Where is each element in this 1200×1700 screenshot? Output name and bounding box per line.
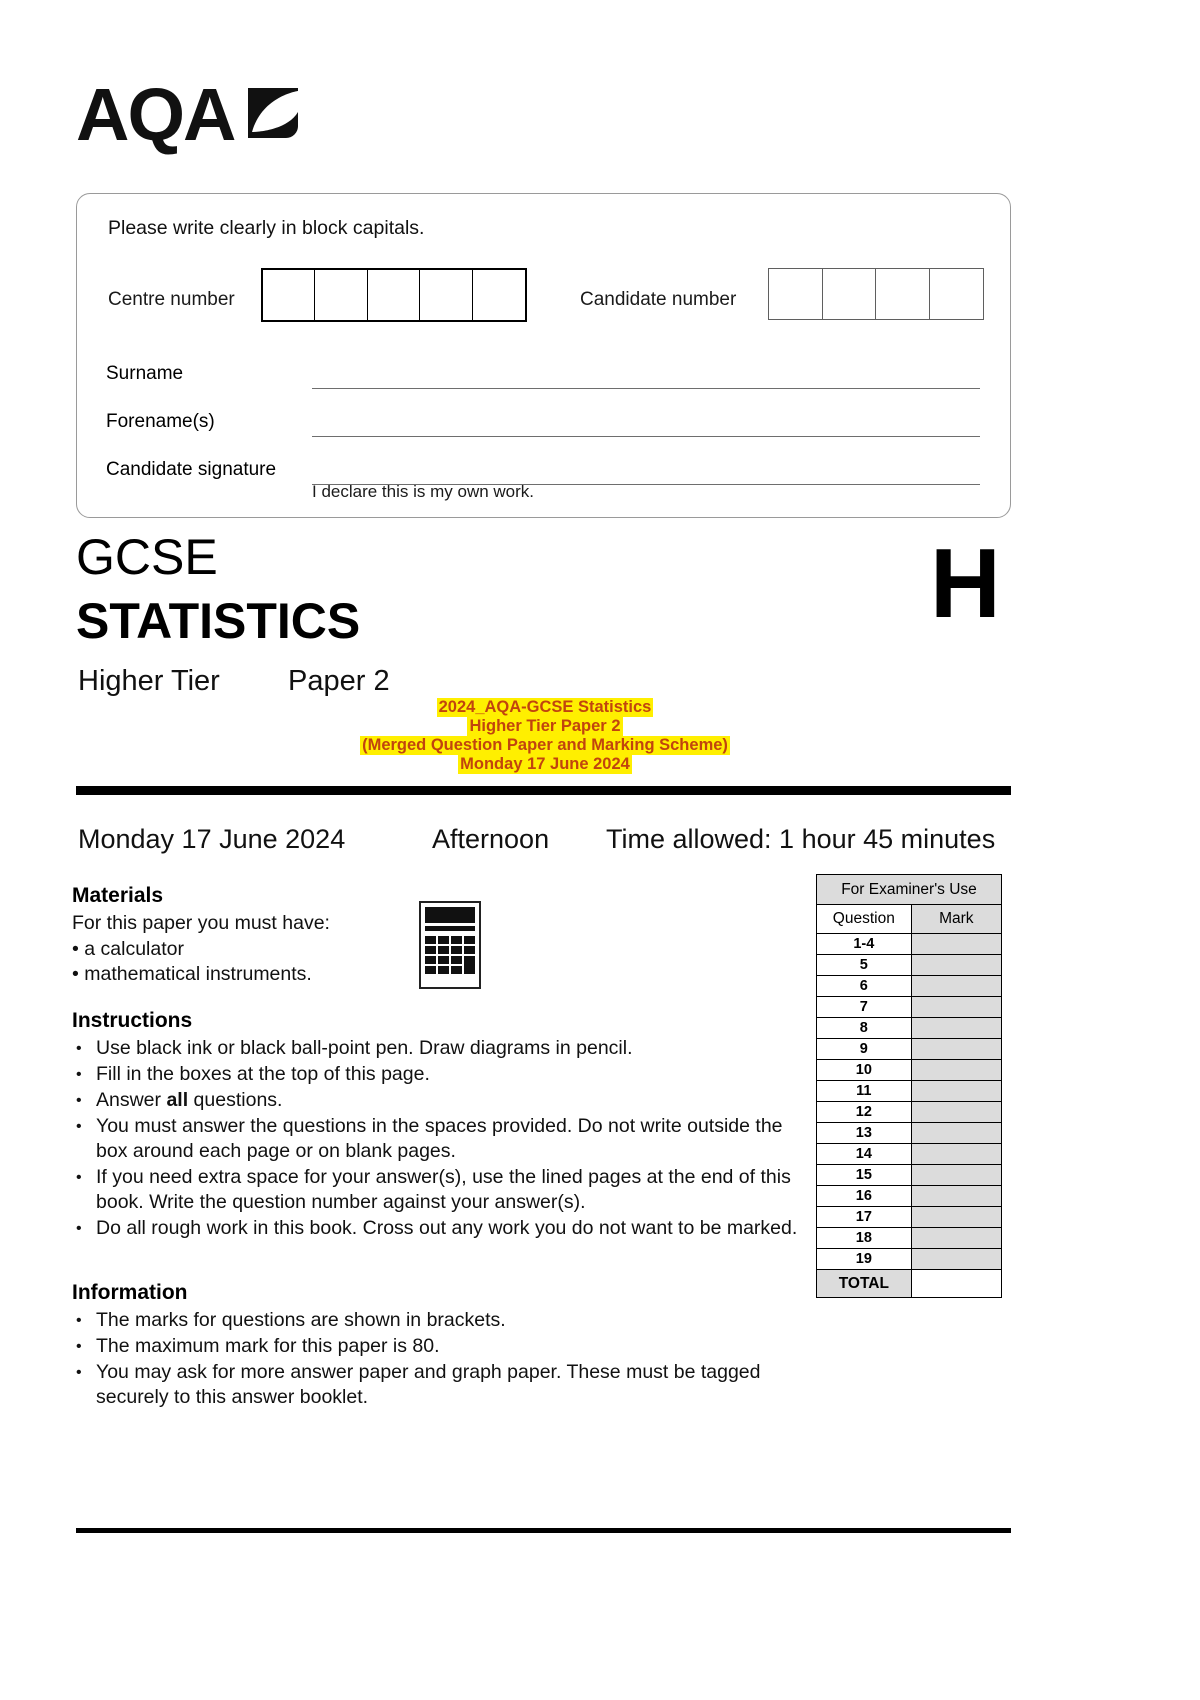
materials-heading: Materials <box>72 884 164 907</box>
candidate-signature-label: Candidate signature <box>106 459 277 480</box>
question-number: 10 <box>817 1060 912 1081</box>
mark-cell[interactable] <box>911 1081 1001 1102</box>
instructions-list <box>72 1036 812 1242</box>
column-header-question: Question <box>817 905 912 934</box>
instruction-item <box>72 1114 812 1164</box>
instruction-item <box>72 1062 812 1087</box>
tier-letter-badge: H <box>930 528 1001 638</box>
materials-item: • a calculator <box>72 938 184 960</box>
question-number: 8 <box>817 1018 912 1039</box>
exam-session: Afternoon <box>432 824 550 854</box>
mark-cell[interactable] <box>911 1207 1001 1228</box>
paper-label: Paper 2 <box>288 665 390 697</box>
centre-number-cell[interactable] <box>315 270 367 320</box>
question-number: 19 <box>817 1249 912 1270</box>
mark-cell[interactable] <box>911 1249 1001 1270</box>
question-number: 9 <box>817 1039 912 1060</box>
header-divider <box>76 786 1011 795</box>
exam-time-allowed: Time allowed: 1 hour 45 minutes <box>606 824 996 854</box>
aqa-logo <box>76 73 304 156</box>
information-text: The maximum mark for this paper is 80. <box>96 1335 440 1357</box>
instructions-heading: Instructions <box>72 1009 193 1032</box>
mark-cell[interactable] <box>911 1060 1001 1081</box>
candidate-number-cell[interactable] <box>876 269 930 319</box>
annotation-line-3: (Merged Question Paper and Marking Scheme) <box>362 736 728 754</box>
question-number: 1-4 <box>817 934 912 955</box>
mark-cell[interactable] <box>911 997 1001 1018</box>
question-number: 12 <box>817 1102 912 1123</box>
table-row <box>817 1144 1002 1165</box>
instruction-item <box>72 1216 812 1241</box>
table-row <box>817 1102 1002 1123</box>
information-text: The marks for questions are shown in brackets. <box>96 1309 506 1331</box>
instruction-text: Fill in the boxes at the top of this page. <box>96 1063 430 1085</box>
surname-field[interactable] <box>312 388 980 389</box>
information-list <box>72 1308 812 1411</box>
examiner-use-table <box>816 874 1002 1298</box>
surname-label: Surname <box>106 363 184 384</box>
centre-number-cell[interactable] <box>473 270 525 320</box>
examiner-table-header-row <box>817 905 1002 934</box>
exam-date: Monday 17 June 2024 <box>78 824 346 854</box>
calculator-icon <box>419 901 481 989</box>
candidate-number-input[interactable] <box>768 268 984 320</box>
block-capitals-instruction: Please write clearly in block capitals. <box>108 217 425 239</box>
question-number: 11 <box>817 1081 912 1102</box>
instruction-item <box>72 1165 812 1215</box>
subject-title: STATISTICS <box>76 593 361 649</box>
question-number: 14 <box>817 1144 912 1165</box>
materials-item-label: mathematical instruments. <box>84 963 312 985</box>
table-row <box>817 1039 1002 1060</box>
annotation-line-4: Monday 17 June 2024 <box>460 755 630 773</box>
table-row <box>817 1165 1002 1186</box>
question-number: 6 <box>817 976 912 997</box>
instruction-item <box>72 1036 812 1061</box>
declaration-text: I declare this is my own work. <box>312 482 535 501</box>
column-header-mark: Mark <box>911 905 1001 934</box>
mark-cell[interactable] <box>911 1144 1001 1165</box>
mark-cell[interactable] <box>911 1102 1001 1123</box>
instruction-item <box>72 1088 812 1113</box>
annotation-line-1: 2024_AQA-GCSE Statistics <box>438 698 652 716</box>
mark-cell[interactable] <box>911 1018 1001 1039</box>
tier-label: Higher Tier <box>78 665 220 697</box>
question-number: 5 <box>817 955 912 976</box>
highlighted-annotation <box>320 698 770 774</box>
candidate-number-cell[interactable] <box>930 269 984 319</box>
table-row <box>817 1123 1002 1144</box>
table-row <box>817 1060 1002 1081</box>
centre-number-cell[interactable] <box>420 270 472 320</box>
instruction-text: If you need extra space for your answer(s), use the lined pages at the end of this book. Write the question number against your answer(s). <box>96 1166 791 1213</box>
forenames-label: Forename(s) <box>106 411 215 432</box>
instruction-text: You must answer the questions in the spaces provided. Do not write outside the box around each page or on blank pages. <box>96 1115 783 1162</box>
mark-cell[interactable] <box>911 1165 1001 1186</box>
question-number: 16 <box>817 1186 912 1207</box>
mark-cell[interactable] <box>911 955 1001 976</box>
examiner-table-title: For Examiner's Use <box>817 875 1002 905</box>
materials-item: • mathematical instruments. <box>72 963 312 985</box>
examiner-table-total-row <box>817 1270 1002 1298</box>
table-row <box>817 976 1002 997</box>
table-row <box>817 955 1002 976</box>
total-mark-cell[interactable] <box>911 1270 1001 1298</box>
question-number: 17 <box>817 1207 912 1228</box>
materials-intro: For this paper you must have: <box>72 912 330 934</box>
information-item <box>72 1308 812 1333</box>
instruction-text: Do all rough work in this book. Cross out any work you do not want to be marked. <box>96 1217 798 1239</box>
centre-number-label: Centre number <box>108 289 235 310</box>
centre-number-cell[interactable] <box>368 270 420 320</box>
table-row <box>817 1228 1002 1249</box>
table-row <box>817 1081 1002 1102</box>
annotation-line-2: Higher Tier Paper 2 <box>469 717 621 735</box>
table-row <box>817 1018 1002 1039</box>
table-row <box>817 1207 1002 1228</box>
question-number: 18 <box>817 1228 912 1249</box>
mark-cell[interactable] <box>911 1186 1001 1207</box>
instruction-text: Use black ink or black ball-point pen. Draw diagrams in pencil. <box>96 1037 633 1059</box>
table-row <box>817 1249 1002 1270</box>
mark-cell[interactable] <box>911 1123 1001 1144</box>
mark-cell[interactable] <box>911 934 1001 955</box>
total-label: TOTAL <box>817 1270 912 1298</box>
mark-cell[interactable] <box>911 976 1001 997</box>
examiner-table-title-row <box>817 875 1002 905</box>
candidate-number-cell[interactable] <box>769 269 823 319</box>
table-row <box>817 997 1002 1018</box>
table-row <box>817 1186 1002 1207</box>
footer-divider <box>76 1528 1011 1533</box>
mark-cell[interactable] <box>911 1039 1001 1060</box>
aqa-leaf-icon <box>242 82 304 149</box>
question-number: 7 <box>817 997 912 1018</box>
information-item <box>72 1360 812 1410</box>
centre-number-cell[interactable] <box>263 270 315 320</box>
bold-all: all <box>166 1089 189 1111</box>
information-heading: Information <box>72 1281 188 1304</box>
mark-cell[interactable] <box>911 1228 1001 1249</box>
instruction-text-answer-all: Answer all questions. <box>96 1089 283 1111</box>
examiner-table-body <box>817 875 1002 1298</box>
question-number: 15 <box>817 1165 912 1186</box>
forenames-field[interactable] <box>312 436 980 437</box>
centre-number-input[interactable] <box>261 268 527 322</box>
question-number: 13 <box>817 1123 912 1144</box>
candidate-number-label: Candidate number <box>580 289 737 310</box>
information-item <box>72 1334 812 1359</box>
information-text: You may ask for more answer paper and graph paper. These must be tagged securely to this answer booklet. <box>96 1361 761 1408</box>
candidate-number-cell[interactable] <box>823 269 877 319</box>
aqa-logo-text: AQA <box>76 73 235 156</box>
table-row <box>817 934 1002 955</box>
qualification-title: GCSE <box>76 529 218 585</box>
materials-item-label: a calculator <box>84 938 184 960</box>
